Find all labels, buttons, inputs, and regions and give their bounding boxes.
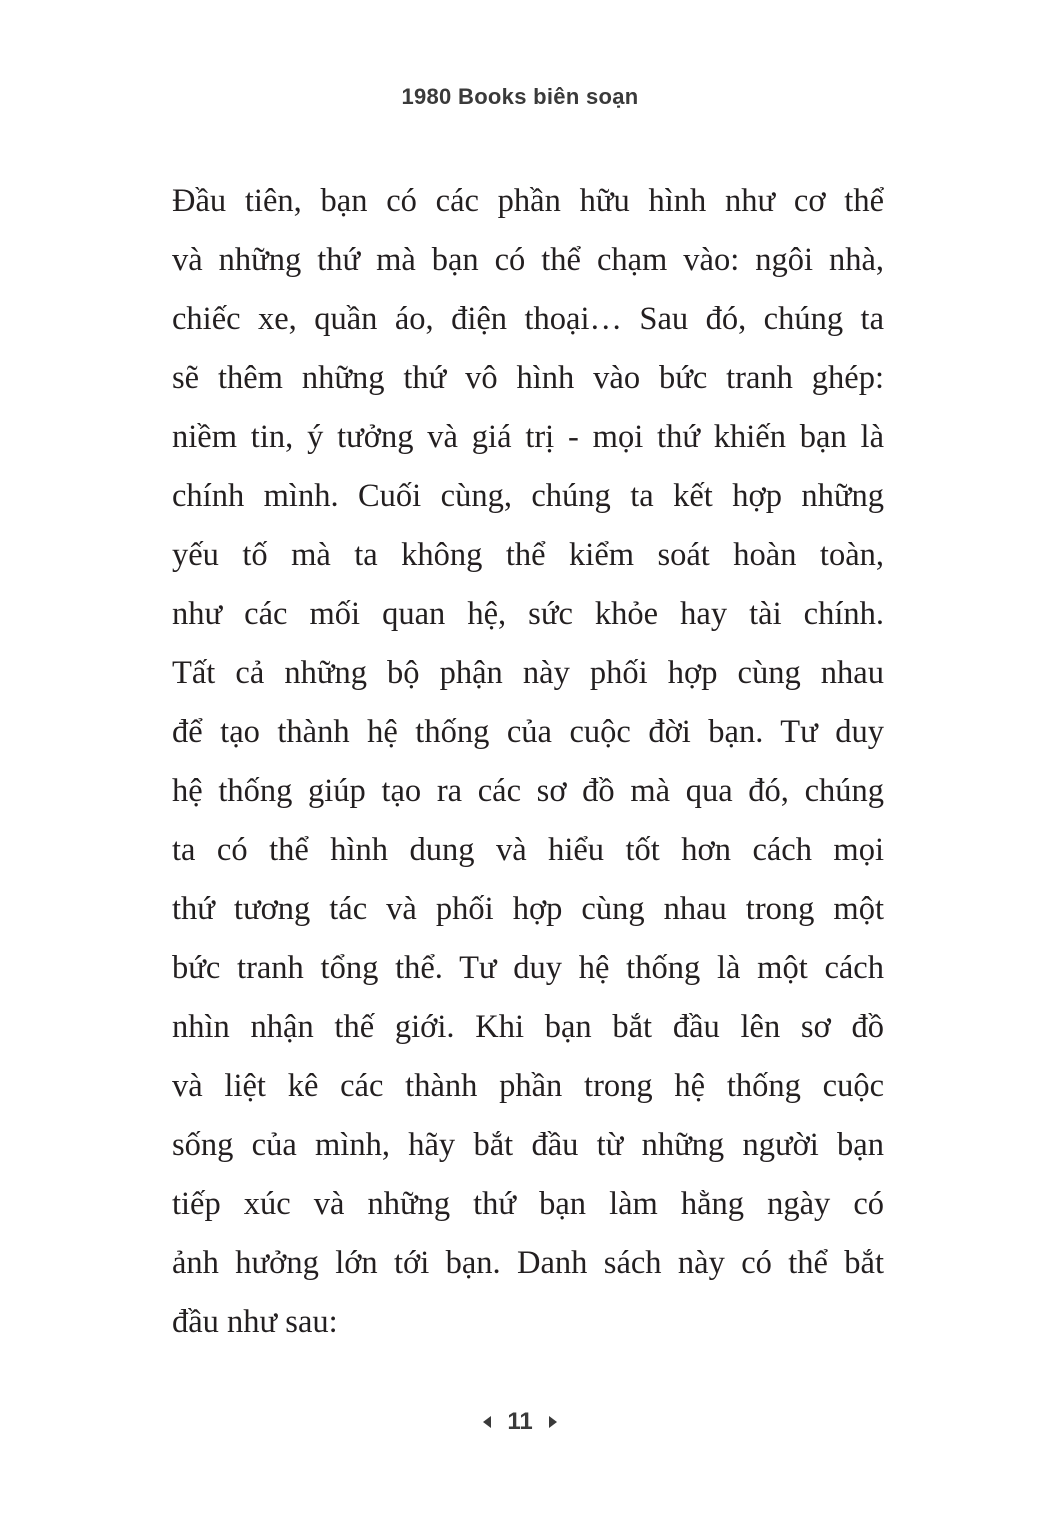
text-line: nhìn nhận thế giới. Khi bạn bắt đầu lên sơ đồ (172, 1009, 884, 1045)
text-line: Đầu tiên, bạn có các phần hữu hình như cơ thể (172, 183, 884, 219)
page-folio (0, 1408, 1040, 1436)
page-number: 11 (507, 1408, 533, 1435)
text-line: chính mình. Cuối cùng, chúng ta kết hợp những (172, 478, 884, 514)
triangle-right-icon (549, 1416, 557, 1428)
running-header: 1980 Books biên soạn (401, 84, 639, 109)
text-line: hệ thống giúp tạo ra các sơ đồ mà qua đó, chúng (172, 773, 884, 809)
text-line: bức tranh tổng thể. Tư duy hệ thống là một cách (172, 950, 884, 986)
text-line: và liệt kê các thành phần trong hệ thống cuộc (172, 1068, 884, 1104)
text-line: ta có thể hình dung và hiểu tốt hơn cách mọi (172, 832, 884, 868)
text-line: chiếc xe, quần áo, điện thoại… Sau đó, chúng ta (172, 301, 884, 337)
text-line: và những thứ mà bạn có thể chạm vào: ngôi nhà, (172, 242, 884, 278)
text-line: Tất cả những bộ phận này phối hợp cùng nhau (172, 655, 884, 691)
text-line: sống của mình, hãy bắt đầu từ những người bạn (172, 1127, 884, 1163)
text-line: đầu như sau: (172, 1304, 338, 1340)
text-line: thứ tương tác và phối hợp cùng nhau trong một (172, 891, 884, 927)
text-line: tiếp xúc và những thứ bạn làm hằng ngày có (172, 1186, 884, 1222)
text-line: yếu tố mà ta không thể kiểm soát hoàn toàn, (172, 537, 884, 573)
triangle-left-icon (483, 1416, 491, 1428)
text-line: để tạo thành hệ thống của cuộc đời bạn. Tư duy (172, 714, 884, 750)
text-line: như các mối quan hệ, sức khỏe hay tài chính. (172, 596, 884, 632)
text-line: niềm tin, ý tưởng và giá trị - mọi thứ khiến bạn là (172, 419, 884, 455)
text-line: sẽ thêm những thứ vô hình vào bức tranh ghép: (172, 360, 884, 396)
body-paragraph (172, 172, 884, 1352)
text-line: ảnh hưởng lớn tới bạn. Danh sách này có thể bắt (172, 1245, 884, 1281)
